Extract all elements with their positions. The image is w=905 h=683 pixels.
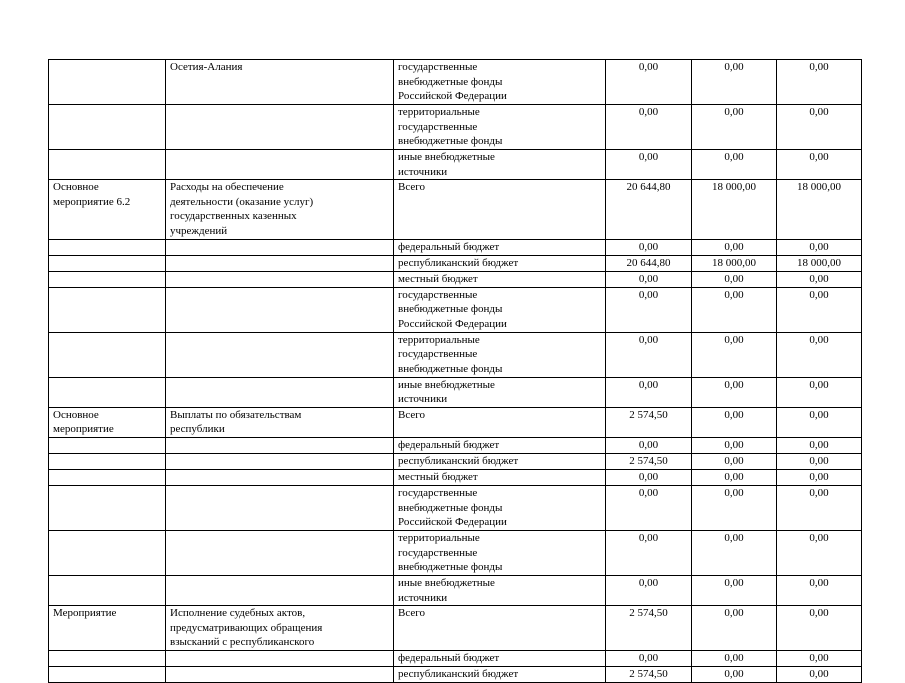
table-row — [49, 239, 862, 255]
program-element-cell — [49, 469, 166, 485]
program-element-cell — [49, 650, 166, 666]
amount-year3-cell: 0,00 — [777, 606, 862, 651]
amount-year3-cell: 0,00 — [777, 239, 862, 255]
amount-year1-cell: 2 574,50 — [606, 606, 692, 651]
amount-year2-cell: 0,00 — [692, 150, 777, 180]
funding-source-cell: федеральный бюджет — [394, 437, 606, 453]
amount-year2-cell: 0,00 — [692, 407, 777, 437]
amount-year2-cell: 0,00 — [692, 666, 777, 682]
program-element-cell: Основное мероприятие 6.2 — [49, 180, 166, 239]
amount-year1-cell: 20 644,80 — [606, 255, 692, 271]
funding-source-cell: иные внебюджетные источники — [394, 575, 606, 605]
program-name-cell — [166, 650, 394, 666]
program-name-cell — [166, 150, 394, 180]
table-body — [49, 60, 862, 683]
funding-source-cell: местный бюджет — [394, 469, 606, 485]
table-row — [49, 180, 862, 239]
amount-year2-cell: 18 000,00 — [692, 180, 777, 239]
amount-year2-cell: 0,00 — [692, 453, 777, 469]
amount-year3-cell: 0,00 — [777, 530, 862, 575]
program-element-cell — [49, 485, 166, 530]
table-row — [49, 437, 862, 453]
program-name-cell — [166, 332, 394, 377]
program-element-cell — [49, 530, 166, 575]
amount-year1-cell: 0,00 — [606, 239, 692, 255]
program-name-cell — [166, 239, 394, 255]
program-name-cell — [166, 377, 394, 407]
amount-year2-cell: 0,00 — [692, 485, 777, 530]
amount-year2-cell: 0,00 — [692, 287, 777, 332]
program-element-cell: Мероприятие — [49, 606, 166, 651]
amount-year1-cell: 0,00 — [606, 575, 692, 605]
amount-year3-cell: 0,00 — [777, 271, 862, 287]
amount-year1-cell: 0,00 — [606, 650, 692, 666]
program-name-cell: Осетия-Алания — [166, 60, 394, 105]
amount-year1-cell: 0,00 — [606, 150, 692, 180]
funding-source-cell: государственные внебюджетные фонды Российской Федерации — [394, 60, 606, 105]
amount-year3-cell: 0,00 — [777, 377, 862, 407]
funding-source-cell: Всего — [394, 407, 606, 437]
amount-year2-cell: 0,00 — [692, 650, 777, 666]
amount-year3-cell: 0,00 — [777, 650, 862, 666]
amount-year1-cell: 0,00 — [606, 485, 692, 530]
program-element-cell — [49, 255, 166, 271]
amount-year2-cell: 0,00 — [692, 377, 777, 407]
program-element-cell — [49, 332, 166, 377]
amount-year3-cell: 0,00 — [777, 407, 862, 437]
amount-year3-cell: 0,00 — [777, 469, 862, 485]
table-row — [49, 150, 862, 180]
program-name-cell — [166, 437, 394, 453]
amount-year1-cell: 0,00 — [606, 105, 692, 150]
amount-year1-cell: 0,00 — [606, 287, 692, 332]
amount-year3-cell: 0,00 — [777, 437, 862, 453]
table-row — [49, 255, 862, 271]
program-name-cell — [166, 575, 394, 605]
table-row — [49, 377, 862, 407]
amount-year1-cell: 0,00 — [606, 437, 692, 453]
program-name-cell: Расходы на обеспечение деятельности (оказание услуг) государственных казенных учреждений — [166, 180, 394, 239]
program-element-cell — [49, 453, 166, 469]
funding-source-cell: территориальные государственные внебюджетные фонды — [394, 105, 606, 150]
amount-year2-cell: 0,00 — [692, 271, 777, 287]
funding-source-cell: местный бюджет — [394, 271, 606, 287]
program-element-cell — [49, 575, 166, 605]
amount-year1-cell: 0,00 — [606, 271, 692, 287]
amount-year2-cell: 0,00 — [692, 575, 777, 605]
budget-table — [48, 59, 862, 683]
amount-year2-cell: 0,00 — [692, 239, 777, 255]
amount-year2-cell: 0,00 — [692, 332, 777, 377]
amount-year1-cell: 2 574,50 — [606, 666, 692, 682]
table-row — [49, 650, 862, 666]
table-row — [49, 666, 862, 682]
program-element-cell — [49, 287, 166, 332]
funding-source-cell: федеральный бюджет — [394, 239, 606, 255]
table-row — [49, 407, 862, 437]
funding-source-cell: государственные внебюджетные фонды Российской Федерации — [394, 485, 606, 530]
program-element-cell — [49, 666, 166, 682]
funding-source-cell: республиканский бюджет — [394, 453, 606, 469]
table-row — [49, 60, 862, 105]
table-row — [49, 105, 862, 150]
funding-source-cell: иные внебюджетные источники — [394, 150, 606, 180]
program-name-cell — [166, 287, 394, 332]
program-element-cell — [49, 437, 166, 453]
table-row — [49, 575, 862, 605]
program-element-cell — [49, 377, 166, 407]
program-name-cell — [166, 485, 394, 530]
table-row — [49, 332, 862, 377]
amount-year2-cell: 0,00 — [692, 105, 777, 150]
funding-source-cell: Всего — [394, 180, 606, 239]
funding-source-cell: республиканский бюджет — [394, 255, 606, 271]
amount-year2-cell: 0,00 — [692, 469, 777, 485]
amount-year2-cell: 18 000,00 — [692, 255, 777, 271]
program-element-cell — [49, 150, 166, 180]
program-element-cell — [49, 105, 166, 150]
funding-source-cell: Всего — [394, 606, 606, 651]
amount-year1-cell: 20 644,80 — [606, 180, 692, 239]
program-name-cell — [166, 469, 394, 485]
amount-year1-cell: 2 574,50 — [606, 407, 692, 437]
amount-year3-cell: 18 000,00 — [777, 180, 862, 239]
amount-year1-cell: 0,00 — [606, 60, 692, 105]
funding-source-cell: федеральный бюджет — [394, 650, 606, 666]
amount-year3-cell: 0,00 — [777, 453, 862, 469]
amount-year3-cell: 0,00 — [777, 666, 862, 682]
amount-year3-cell: 0,00 — [777, 332, 862, 377]
program-name-cell — [166, 666, 394, 682]
amount-year3-cell: 0,00 — [777, 485, 862, 530]
amount-year2-cell: 0,00 — [692, 606, 777, 651]
program-name-cell: Исполнение судебных актов, предусматривающих обращения взысканий с республиканского — [166, 606, 394, 651]
table-row — [49, 530, 862, 575]
amount-year3-cell: 0,00 — [777, 105, 862, 150]
table-row — [49, 271, 862, 287]
funding-source-cell: территориальные государственные внебюджетные фонды — [394, 332, 606, 377]
funding-source-cell: территориальные государственные внебюджетные фонды — [394, 530, 606, 575]
amount-year1-cell: 0,00 — [606, 530, 692, 575]
program-name-cell: Выплаты по обязательствам республики — [166, 407, 394, 437]
program-name-cell — [166, 530, 394, 575]
amount-year2-cell: 0,00 — [692, 530, 777, 575]
program-name-cell — [166, 105, 394, 150]
program-element-cell — [49, 271, 166, 287]
amount-year2-cell: 0,00 — [692, 60, 777, 105]
amount-year1-cell: 2 574,50 — [606, 453, 692, 469]
program-element-cell — [49, 239, 166, 255]
table-row — [49, 287, 862, 332]
amount-year3-cell: 18 000,00 — [777, 255, 862, 271]
amount-year1-cell: 0,00 — [606, 377, 692, 407]
amount-year3-cell: 0,00 — [777, 287, 862, 332]
table-row — [49, 485, 862, 530]
amount-year3-cell: 0,00 — [777, 575, 862, 605]
amount-year3-cell: 0,00 — [777, 150, 862, 180]
table-row — [49, 606, 862, 651]
amount-year3-cell: 0,00 — [777, 60, 862, 105]
table-row — [49, 469, 862, 485]
amount-year1-cell: 0,00 — [606, 469, 692, 485]
program-name-cell — [166, 453, 394, 469]
program-element-cell: Основное мероприятие — [49, 407, 166, 437]
amount-year2-cell: 0,00 — [692, 437, 777, 453]
amount-year1-cell: 0,00 — [606, 332, 692, 377]
program-name-cell — [166, 255, 394, 271]
program-name-cell — [166, 271, 394, 287]
funding-source-cell: государственные внебюджетные фонды Российской Федерации — [394, 287, 606, 332]
program-element-cell — [49, 60, 166, 105]
funding-source-cell: иные внебюджетные источники — [394, 377, 606, 407]
funding-source-cell: республиканский бюджет — [394, 666, 606, 682]
table-row — [49, 453, 862, 469]
